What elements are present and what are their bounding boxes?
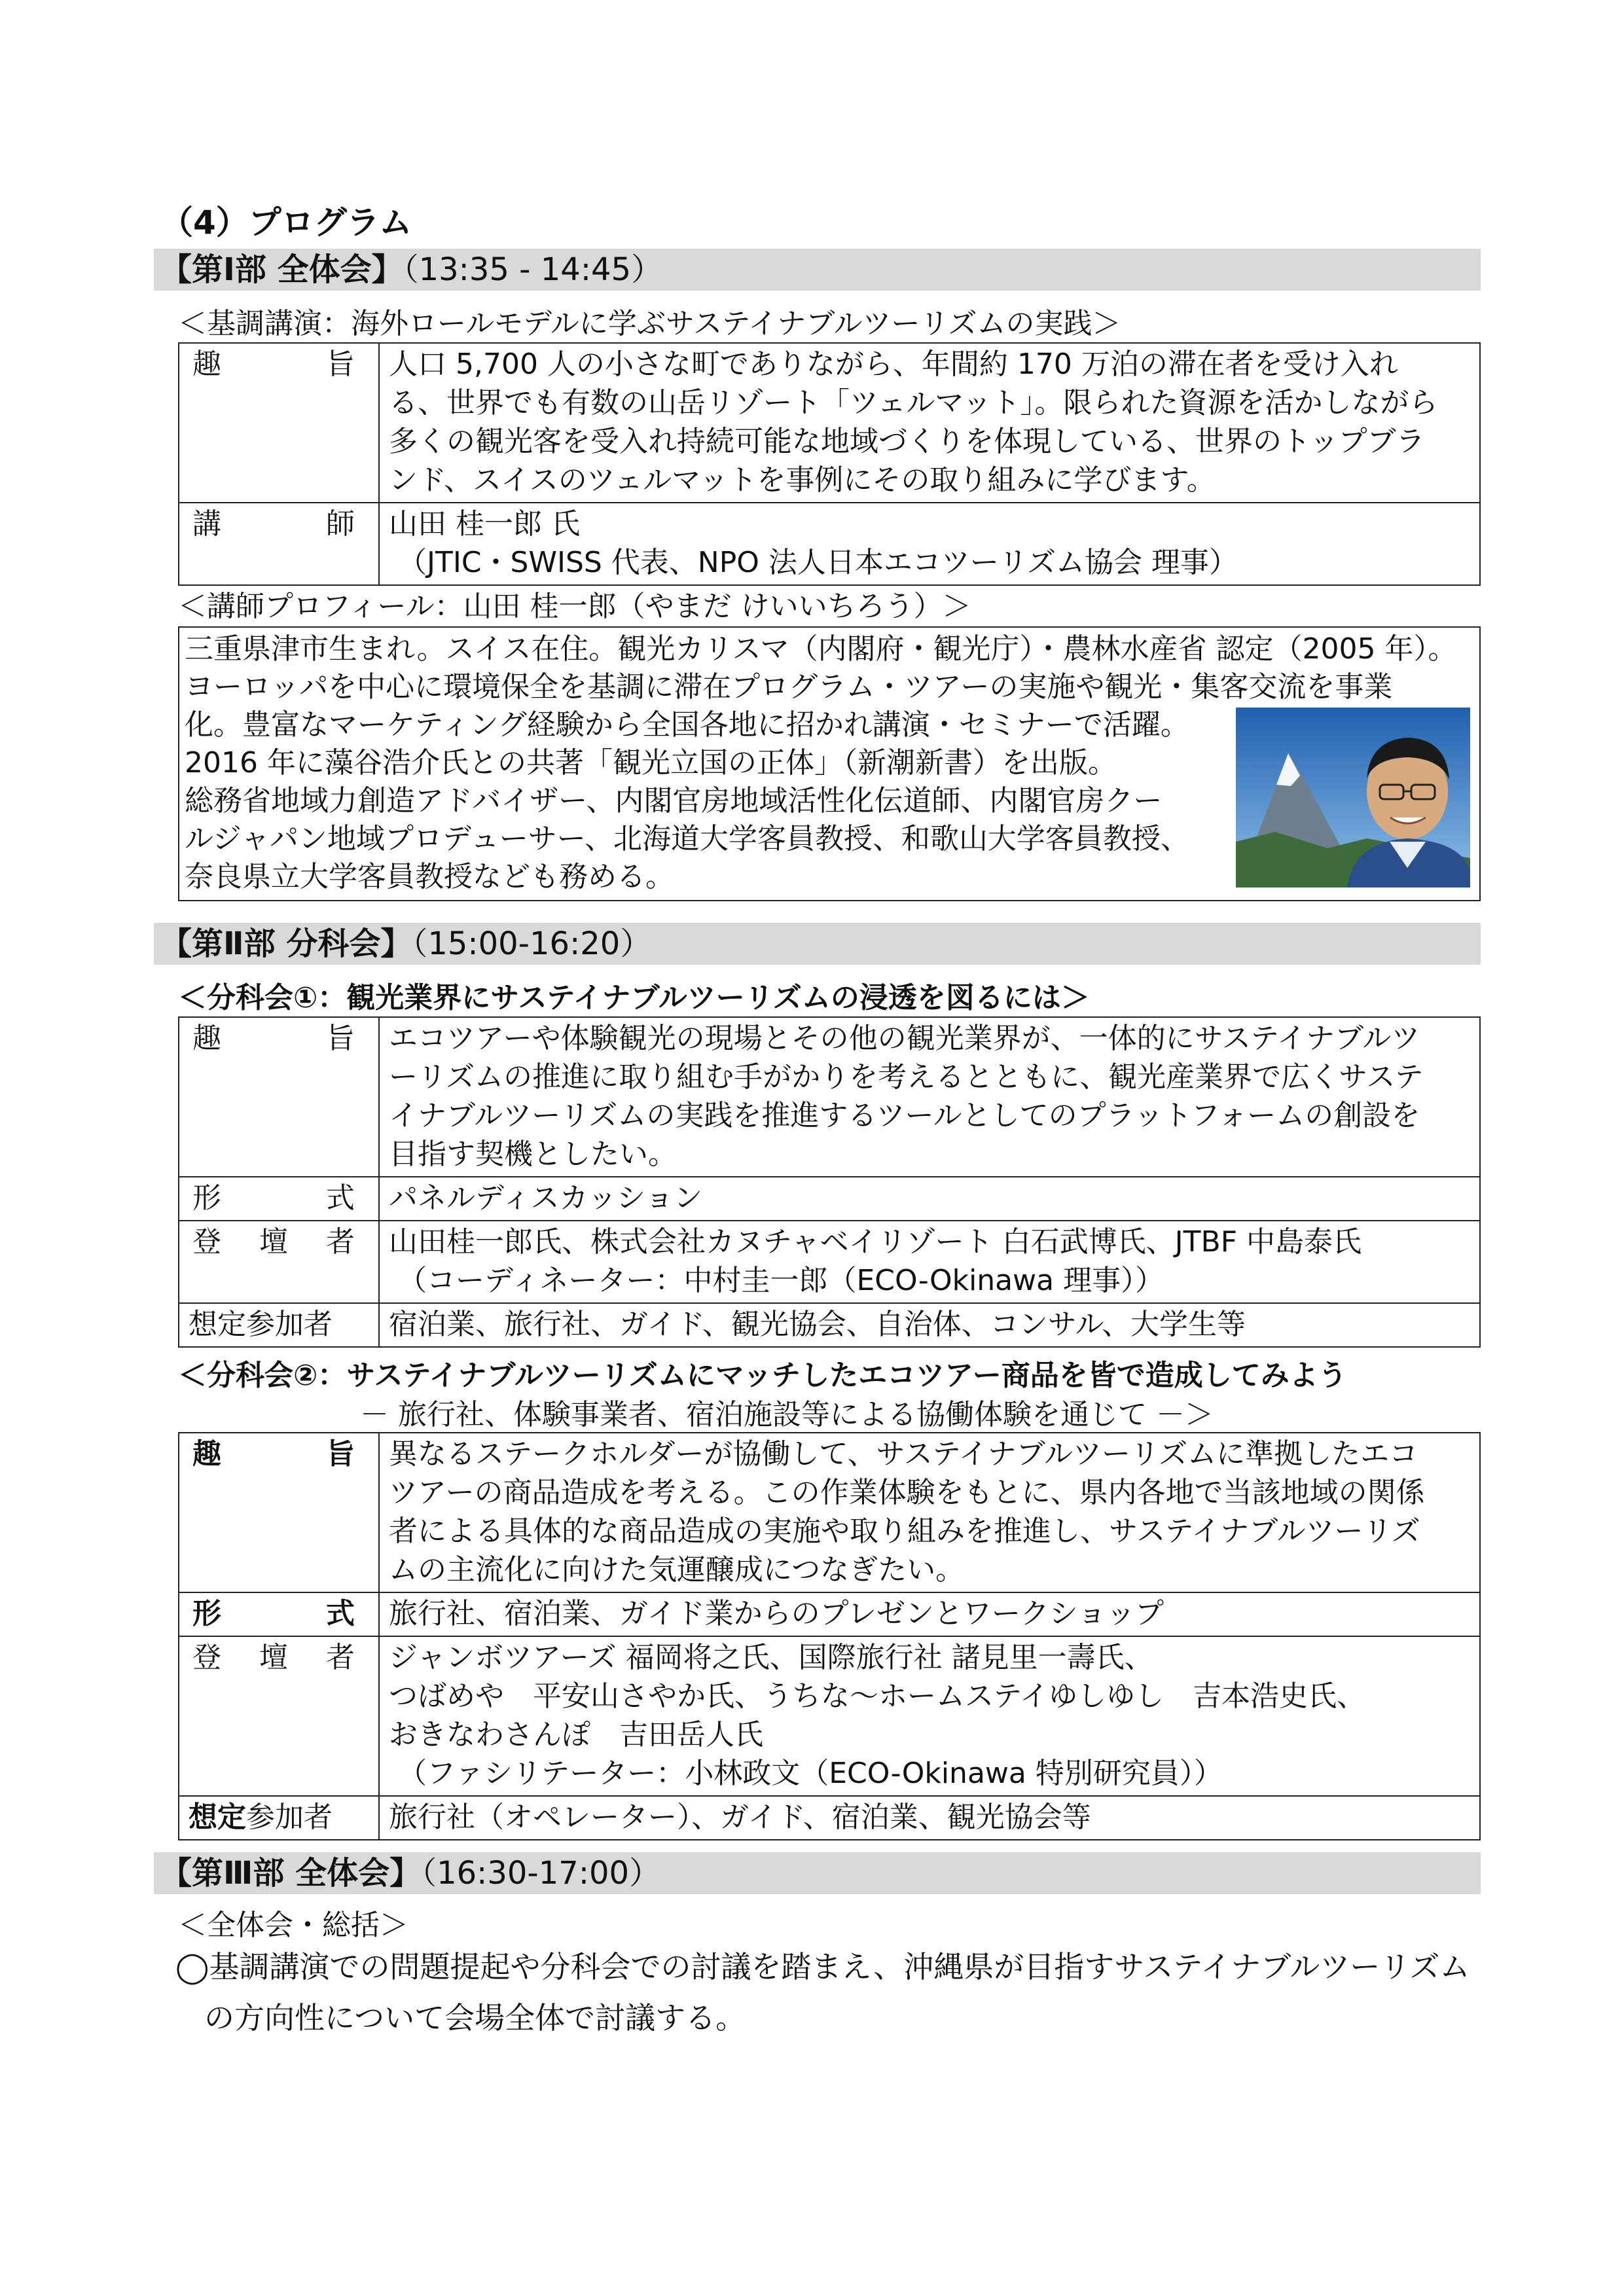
- section-title: （4）プログラム: [160, 204, 412, 242]
- speaker-portrait-icon: [1236, 708, 1470, 888]
- keynote-subtitle: ＜基調講演：海外ロールモデルに学ぶサステイナブルツーリズムの実践＞: [178, 307, 1121, 340]
- table-row: [179, 1592, 1480, 1636]
- session2-table: [178, 1432, 1481, 1840]
- text-line: イナブルツーリズムの実践を推進するツールとしてのプラットフォームの創設を: [389, 1099, 1420, 1132]
- part3-header-label: 【第Ⅲ部 全体会】: [160, 1855, 422, 1892]
- text-line: 旅行社、宿泊業、ガイド業からのプレゼンとワークショップ: [389, 1597, 1164, 1630]
- part1-header: [154, 249, 1481, 291]
- text-line: 多くの観光客を受入れ持続可能な地域づくりを体現している、世界のトップブラ: [389, 425, 1425, 458]
- part2-header-label: 【第Ⅱ部 分科会】: [160, 925, 412, 962]
- row-content: [379, 1592, 1480, 1636]
- profile-line: 三重県津市生まれ。スイス在住。観光カリスマ（内閣府・観光庁）・農林水産省 認定（2005 年）。: [185, 632, 1457, 666]
- row-label: 趣 旨: [179, 343, 379, 503]
- profile-line: 奈良県立大学客員教授なども務める。: [185, 860, 674, 893]
- part3-header-time: （16:30-17:00）: [421, 1855, 661, 1892]
- row-content: [379, 1636, 1480, 1796]
- part2-header: [154, 923, 1481, 965]
- row-label-rest: 参加者: [246, 1801, 333, 1834]
- text-line: 山田 桂一郎 氏: [389, 507, 580, 541]
- session1-table: [178, 1016, 1481, 1348]
- part3-header: [154, 1852, 1481, 1894]
- table-row: [179, 1221, 1480, 1303]
- row-label: 形 式: [179, 1592, 379, 1636]
- text-line: 旅行社（オペレーター）、ガイド、宿泊業、観光協会等: [389, 1801, 1091, 1834]
- table-row: [179, 1433, 1480, 1592]
- text-line: ジャンボツアーズ 福岡将之氏、国際旅行社 諸見里一壽氏、: [389, 1641, 1153, 1674]
- profile-line: ヨーロッパを中心に環境保全を基調に滞在プログラム・ツアーの実施や観光・集客交流を事業: [185, 670, 1393, 704]
- part1-header-time: （13:35 - 14:45）: [403, 251, 663, 288]
- row-label-bold: 想定: [189, 1801, 246, 1834]
- part2-header-time: （15:00-16:20）: [412, 925, 652, 962]
- profile-line: 2016 年に藻谷浩介氏との共著「観光立国の正体」（新潮新書）を出版。: [185, 746, 1117, 780]
- table-row: [179, 1303, 1480, 1347]
- profile-line: 総務省地域力創造アドバイザー、内閣官房地域活性化伝道師、内閣官房クー: [185, 784, 1163, 817]
- row-label: [179, 1796, 379, 1840]
- table-row: [179, 1177, 1480, 1221]
- session2-title: ＜分科会②：サステイナブルツーリズムにマッチしたエコツアー商品を皆で造成してみよう: [178, 1359, 1347, 1392]
- table-row: [179, 1636, 1480, 1796]
- text-line: エコツアーや体験観光の現場とその他の観光業界が、一体的にサステイナブルツ: [389, 1022, 1420, 1055]
- text-line: 目指す契機としたい。: [389, 1138, 677, 1171]
- text-line: おきなわさんぽ 吉田岳人氏: [389, 1718, 763, 1751]
- row-content: [379, 1221, 1480, 1303]
- text-line: ツアーの商品造成を考える。この作業体験をもとに、県内各地で当該地域の関係: [389, 1476, 1425, 1509]
- table-row: [179, 503, 1480, 585]
- text-line: （ファシリテーター：小林政文（ECO-Okinawa 特別研究員））: [398, 1757, 1223, 1790]
- row-label: 登 壇 者: [179, 1636, 379, 1796]
- session2-subtitle: － 旅行社、体験事業者、宿泊施設等による協働体験を通じて －＞: [360, 1398, 1214, 1431]
- table-row: [179, 1796, 1480, 1840]
- profile-line: 化。豊富なマーケティング経験から全国各地に招かれ講演・セミナーで活躍。: [185, 708, 1189, 742]
- row-content: [379, 1433, 1480, 1592]
- session1-title: ＜分科会①：観光業界にサステイナブルツーリズムの浸透を図るには＞: [178, 981, 1090, 1014]
- text-line: ンド、スイスのツェルマットを事例にその取り組みに学びます。: [389, 463, 1216, 497]
- part1-header-label: 【第Ⅰ部 全体会】: [160, 251, 403, 288]
- text-line: 宿泊業、旅行社、ガイド、観光協会、自治体、コンサル、大学生等: [389, 1308, 1246, 1341]
- text-line: つばめや 平安山さやか氏、うちな～ホームステイゆしゆし 吉本浩史氏、: [389, 1679, 1366, 1713]
- text-line: 異なるステークホルダーが協働して、サステイナブルツーリズムに準拠したエコ: [389, 1437, 1418, 1471]
- text-line: ーリズムの推進に取り組む手がかりを考えるとともに、観光産業界で広くサステ: [389, 1060, 1424, 1094]
- row-label: 形 式: [179, 1177, 379, 1221]
- row-label: 登 壇 者: [179, 1221, 379, 1303]
- row-content: [379, 1303, 1480, 1347]
- row-label: 講 師: [179, 503, 379, 585]
- text-line: ◯基調講演での問題提起や分科会での討議を踏まえ、沖縄県が目指すサステイナブルツーリズム: [175, 1949, 1470, 1984]
- row-label: 想定参加者: [179, 1303, 379, 1347]
- row-content: [379, 343, 1480, 503]
- profile-heading: ＜講師プロフィール：山田 桂一郎（やまだ けいいちろう）＞: [178, 590, 971, 623]
- row-label: 趣 旨: [179, 1017, 379, 1177]
- text-line: （コーディネーター：中村圭一郎（ECO-Okinawa 理事））: [398, 1264, 1164, 1297]
- table-row: [179, 1017, 1480, 1177]
- row-content: [379, 503, 1480, 585]
- row-content: [379, 1796, 1480, 1840]
- text-line: の方向性について会場全体で討議する。: [204, 2000, 746, 2036]
- text-line: 者による具体的な商品造成の実施や取り組みを推進し、サステイナブルツーリズ: [389, 1515, 1420, 1548]
- text-line: 人口 5,700 人の小さな町でありながら、年間約 170 万泊の滞在者を受け入れ: [389, 348, 1398, 381]
- text-line: （JTIC・SWISS 代表、NPO 法人日本エコツーリズム協会 理事）: [398, 546, 1238, 579]
- table-row: [179, 343, 1480, 503]
- profile-line: ルジャパン地域プロデューサー、北海道大学客員教授、和歌山大学客員教授、: [185, 822, 1189, 855]
- keynote-table: [178, 342, 1481, 586]
- text-line: る、世界でも有数の山岳リゾート「ツェルマット」。限られた資源を活かしながら: [389, 386, 1438, 420]
- profile-box: [178, 626, 1481, 901]
- text-line: 山田桂一郎氏、株式会社カヌチャベイリゾート 白石武博氏、JTBF 中島泰氏: [389, 1225, 1362, 1259]
- summary-body: [175, 1941, 1470, 2043]
- summary-subtitle: ＜全体会・総括＞: [178, 1909, 408, 1942]
- text-line: ムの主流化に向けた気運醸成につなぎたい。: [389, 1553, 965, 1587]
- row-label: 趣 旨: [179, 1433, 379, 1592]
- text-line: パネルディスカッション: [389, 1181, 703, 1215]
- row-content: [379, 1017, 1480, 1177]
- row-content: [379, 1177, 1480, 1221]
